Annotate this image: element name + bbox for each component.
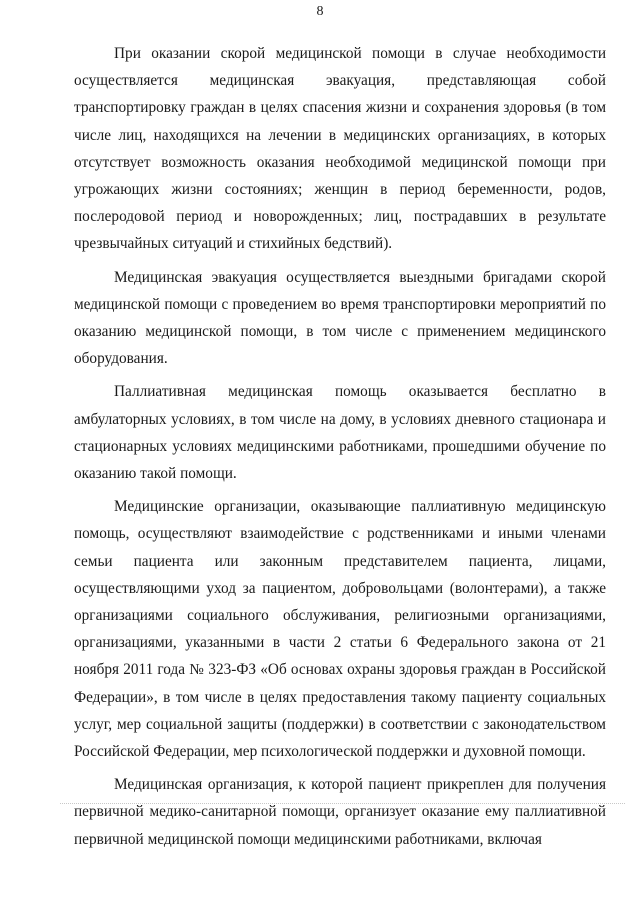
paragraph-palliative-care: Паллиативная медицинская помощь оказывается бесплатно в амбулаторных условиях, в том числе на дому, в условиях дневного стационара и стационарных условиях медицинскими работниками, прошедшими обучение по оказанию такой помощи.	[74, 383, 606, 483]
paragraph-palliative-organizations: Медицинские организации, оказывающие паллиативную медицинскую помощь, осуществляют взаимодействие с родственниками и иными членами семьи пациента или законным представителем пациента, лицами, осуществляющими уход за пациентом, добровольцами (волонтерами), а также организациями социального обслуживания, религиозными организациями, организациями, указанными в части 2 статьи 6 Федерального закона от 21 ноября 2011 года № 323-ФЗ «Об основах охраны здоровья граждан в Российской Федерации», в том числе в целях предоставления такому пациенту социальных услуг, мер социальной защиты (поддержки) в соответствии с законодательством Российской Федерации, мер психологической поддержки и духовной помощи.	[74, 498, 606, 761]
paragraph-medical-evacuation: При оказании скорой медицинской помощи в случае необходимости осуществляется медицинская эвакуация, представляющая собой транспортировку граждан в целях спасения жизни и сохранения здоровья (в том числе лиц, находящихся на лечении в медицинских организациях, в которых отсутствует возможность оказания необходимой медицинской помощи при угрожающих жизни состояниях; женщин в период беременности, родов, послеродовой период и новорожденных; лиц, пострадавших в результате чрезвычайных ситуаций и стихийных бедствий).	[74, 45, 606, 253]
paragraph-primary-palliative-care: Медицинская организация, к которой пациент прикреплен для получения первичной медико-санитарной помощи, организует оказание ему паллиативной первичной медицинской помощи медицинскими работниками, включая	[74, 776, 606, 848]
scan-artifact-line	[60, 803, 625, 804]
document-body	[74, 40, 606, 853]
paragraph-evacuation-brigades: Медицинская эвакуация осуществляется выездными бригадами скорой медицинской помощи с проведением во время транспортировки мероприятий по оказанию медицинской помощи, в том числе с применением медицинского оборудования.	[74, 268, 606, 368]
page-number: 8	[316, 4, 324, 19]
